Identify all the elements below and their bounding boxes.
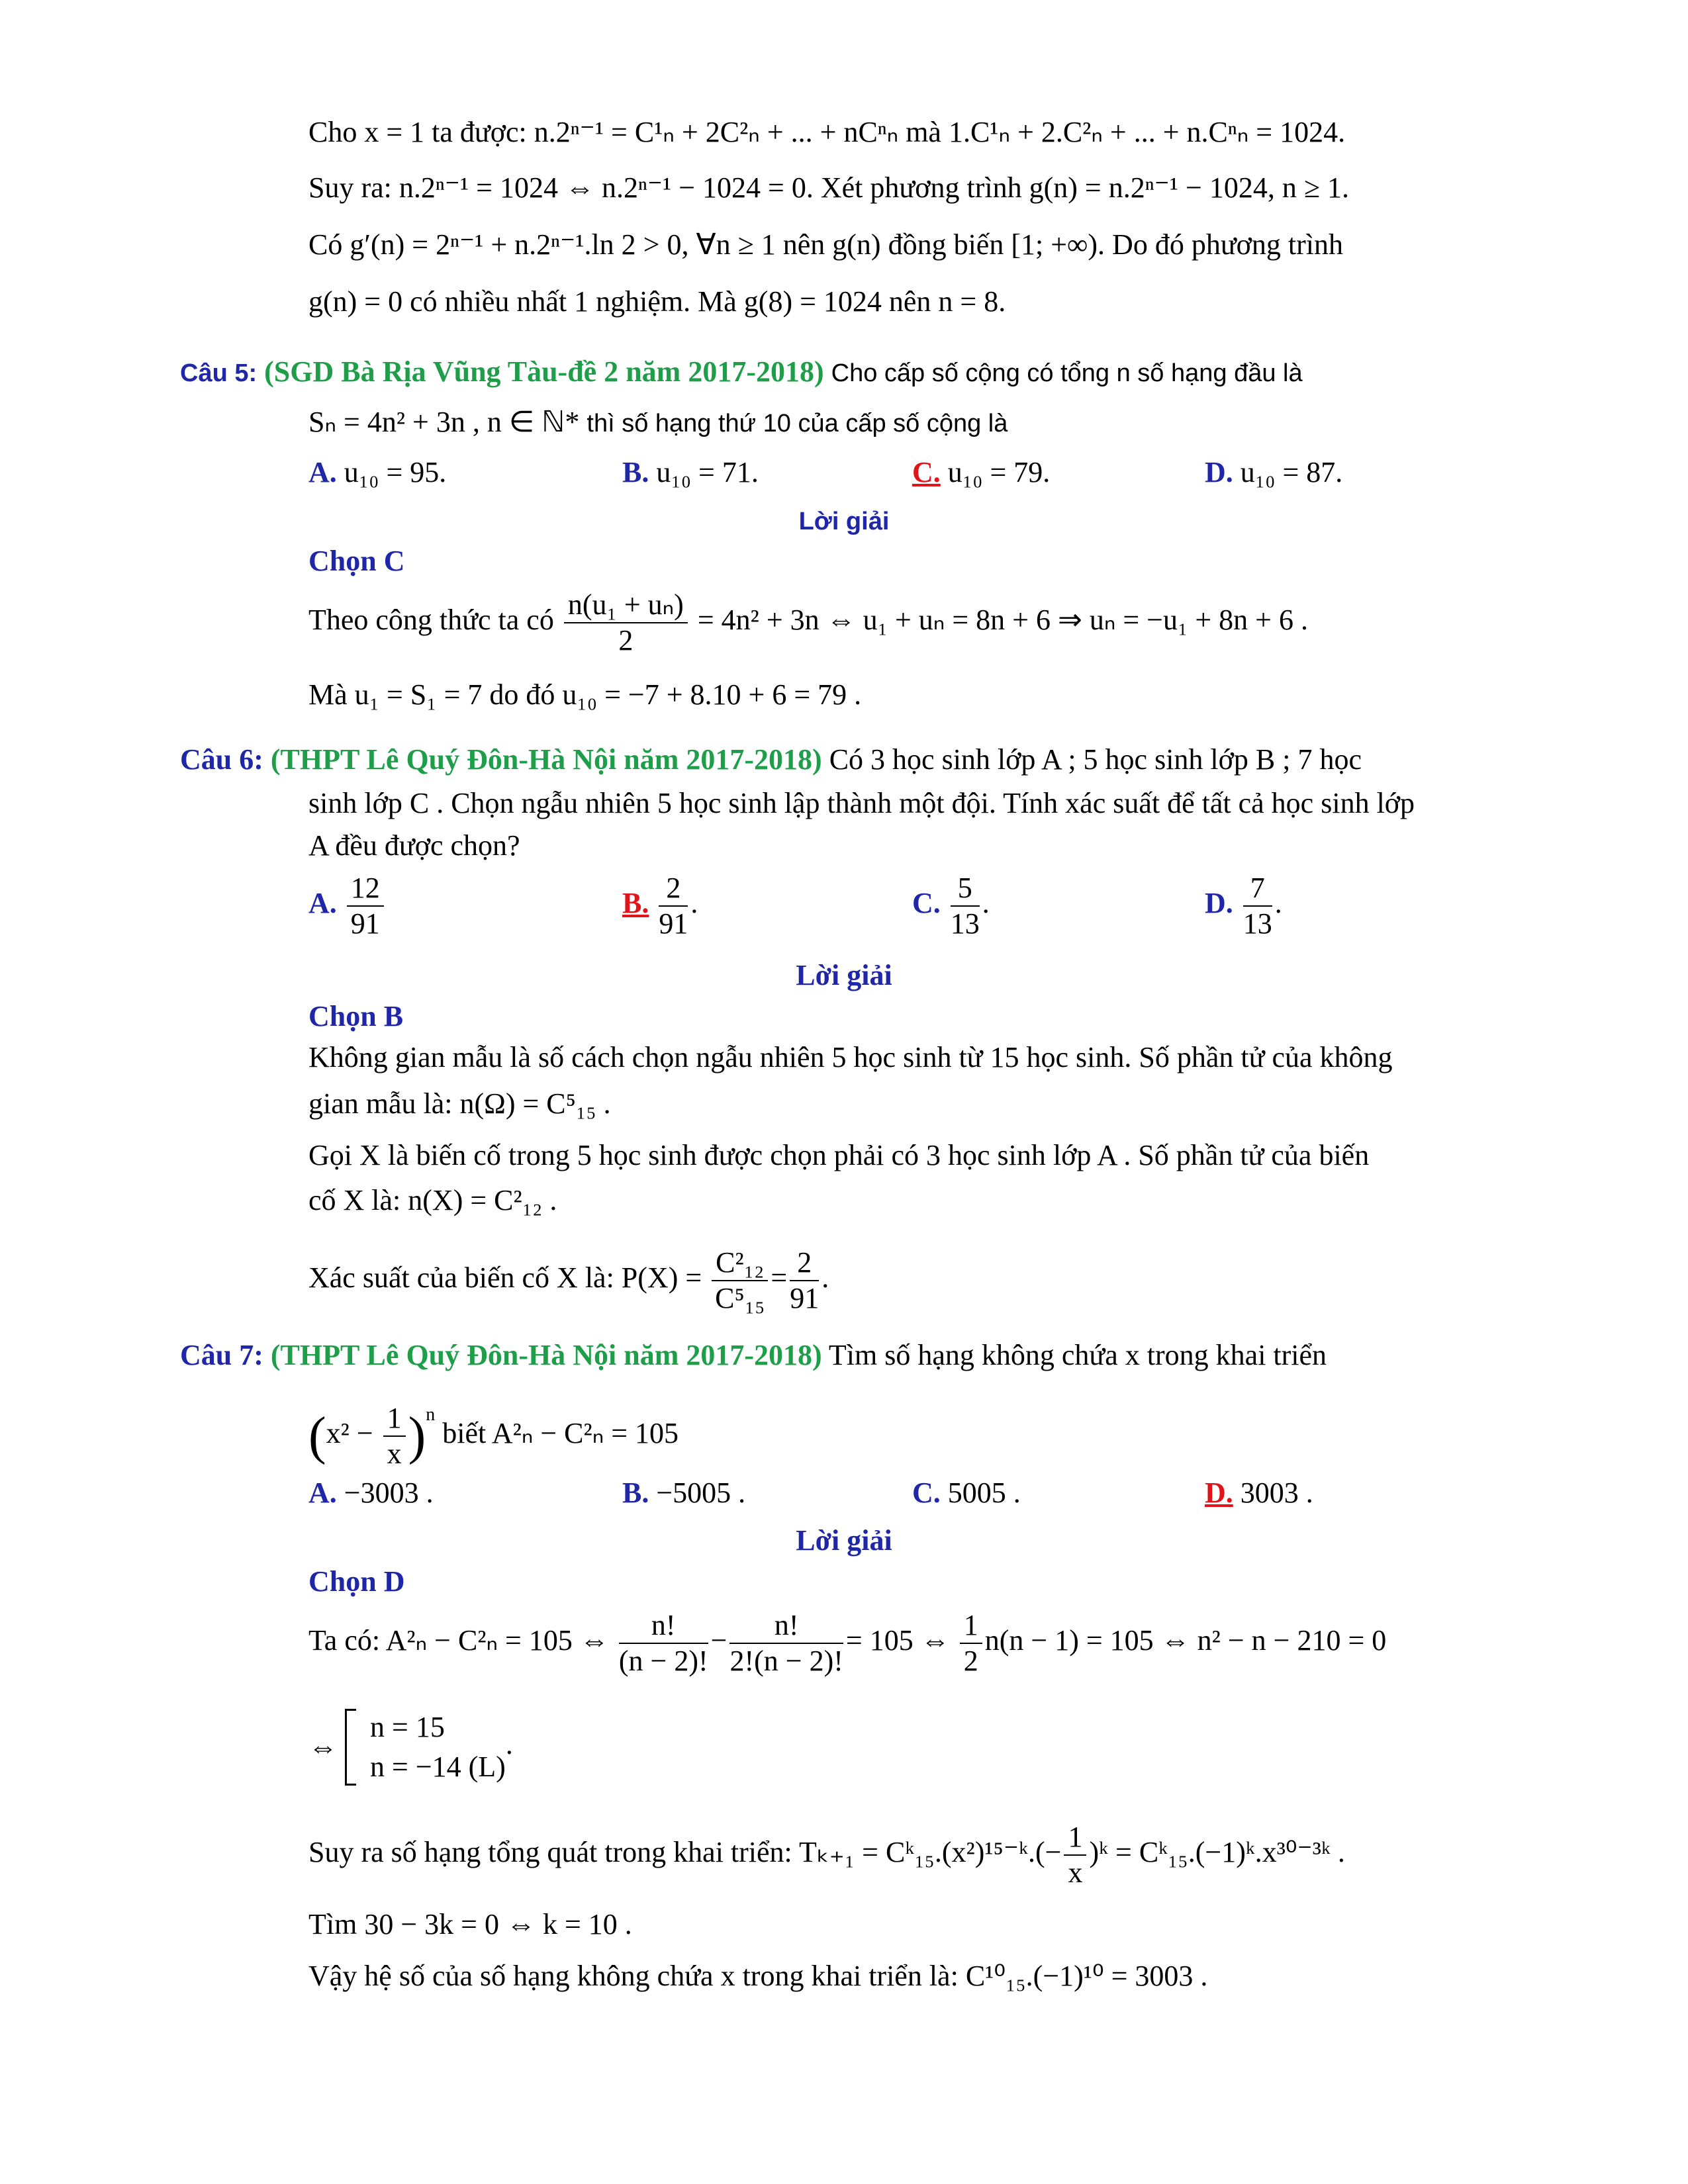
paren-right: ) xyxy=(408,1406,426,1465)
option-value: u₁₀ = 71. xyxy=(656,456,759,488)
prev-line-1: Cho x = 1 ta được: n.2ⁿ⁻¹ = C¹ₙ + 2C²ₙ + ... + nCⁿₙ mà 1.C¹ₙ + 2.C²ₙ + ... + n.Cⁿₙ = 1024. xyxy=(308,116,1346,148)
question-6-source: (THPT Lê Quý Đôn-Hà Nội năm 2017-2018) xyxy=(270,743,822,776)
fraction xyxy=(383,1401,406,1471)
denominator: 13 xyxy=(950,907,980,940)
option-letter: A. xyxy=(308,887,337,920)
text: x² − xyxy=(326,1417,373,1449)
numerator: 7 xyxy=(1243,871,1272,907)
option-value: u₁₀ = 87. xyxy=(1240,456,1343,488)
paren-left: ( xyxy=(308,1406,326,1465)
question-7-solution-line-5: Vậy hệ số của số hạng không chứa x trong khai triển là: C¹⁰₁₅.(−1)¹⁰ = 3003 . xyxy=(308,1960,1208,1992)
question-7-text-1: Tìm số hạng không chứa x trong khai triển xyxy=(828,1339,1327,1371)
option-letter: C. xyxy=(912,1477,941,1509)
question-5-option-a xyxy=(308,454,446,491)
option-value: 3003 . xyxy=(1240,1477,1313,1509)
question-7-header xyxy=(180,1337,1327,1374)
prev-line-2: Suy ra: n.2ⁿ⁻¹ = 1024 ⇔ n.2ⁿ⁻¹ − 1024 = 0. Xét phương trình g(n) = n.2ⁿ⁻¹ − 1024, n ≥ 1. xyxy=(308,171,1349,204)
text: = 4n² + 3n ⇔ u₁ + uₙ = 8n + 6 ⇒ uₙ = −u₁ + 8n + 6 . xyxy=(697,604,1308,637)
numerator: 1 xyxy=(383,1401,406,1437)
numerator: 2 xyxy=(659,871,688,907)
question-5-line-2 xyxy=(308,404,1008,442)
denominator: 91 xyxy=(659,907,688,940)
text: )ᵏ = Cᵏ₁₅.(−1)ᵏ.x³⁰⁻³ᵏ . xyxy=(1089,1836,1345,1869)
question-7-solution-title: Lời giải xyxy=(796,1524,892,1557)
question-7-cases: ⇔ n = 15 n = −14 (L) . xyxy=(308,1707,513,1787)
case-2: n = −14 (L) xyxy=(370,1751,506,1783)
denominator: 2!(n − 2)! xyxy=(729,1645,843,1677)
question-6-option-a xyxy=(308,871,387,941)
denominator: x xyxy=(1068,1856,1083,1889)
denominator: 91 xyxy=(790,1282,820,1314)
question-5-formula: Sₙ = 4n² + 3n , n ∈ ℕ* xyxy=(308,406,580,438)
bracket-icon xyxy=(345,1709,356,1786)
fraction xyxy=(347,871,384,941)
question-5-solution-title: Lời giải xyxy=(798,508,890,535)
fraction xyxy=(1243,871,1272,941)
question-5-solution-line-1 xyxy=(308,588,1308,658)
fraction xyxy=(619,1608,708,1678)
equivalence-icon: ⇔ xyxy=(308,1731,338,1763)
denominator: C⁵₁₅ xyxy=(715,1282,765,1314)
option-letter: C. xyxy=(912,887,941,920)
question-5-text-1: Cho cấp số cộng có tổng n số hạng đầu là xyxy=(831,359,1303,387)
question-5-text-2: thì số hạng thứ 10 của cấp số cộng là xyxy=(586,410,1008,437)
option-letter: B. xyxy=(622,1477,649,1509)
text: Ta có: A²ₙ − C²ₙ = 105 ⇔ xyxy=(308,1624,609,1657)
question-7-label: Câu 7: xyxy=(180,1339,263,1371)
option-value: 5005 . xyxy=(947,1477,1021,1509)
numerator: C²₁₂ xyxy=(712,1246,768,1281)
question-6-solution-title: Lời giải xyxy=(796,959,892,991)
option-letter: A. xyxy=(308,456,337,488)
question-6-solution-line-2: gian mẫu là: n(Ω) = C⁵₁₅ . xyxy=(308,1087,611,1120)
denominator: 2 xyxy=(963,1645,978,1677)
question-7-option-a xyxy=(308,1475,434,1512)
question-6-solution-line-1: Không gian mẫu là số cách chọn ngẫu nhiên 5 học sinh từ 15 học sinh. Số phần tử của không xyxy=(308,1041,1393,1073)
fraction xyxy=(1064,1820,1086,1890)
question-6-solution-line-3: Gọi X là biến cố trong 5 học sinh được chọn phải có 3 học sinh lớp A . Số phần tử của biến xyxy=(308,1139,1370,1171)
question-5-source: (SGD Bà Rịa Vũng Tàu-đề 2 năm 2017-2018) xyxy=(264,355,824,388)
question-6-solution-line-4: cố X là: n(X) = C²₁₂ . xyxy=(308,1184,557,1216)
question-7-solution-line-3 xyxy=(308,1820,1345,1890)
question-6-option-d xyxy=(1205,871,1282,941)
prev-line-3: Có g′(n) = 2ⁿ⁻¹ + n.2ⁿ⁻¹.ln 2 > 0, ∀n ≥ 1 nên g(n) đồng biến [1; +∞). Do đó phương trình xyxy=(308,228,1344,261)
text: Suy ra số hạng tổng quát trong khai triển: Tₖ₊₁ = Cᵏ₁₅.(x²)¹⁵⁻ᵏ.(− xyxy=(308,1836,1062,1869)
numerator: 2 xyxy=(790,1246,819,1281)
question-6-text-1: Có 3 học sinh lớp A ; 5 học sinh lớp B ; 7 học xyxy=(829,743,1362,776)
denominator: 2 xyxy=(618,624,633,657)
text: n(n − 1) = 105 ⇔ n² − n − 210 = 0 xyxy=(984,1624,1387,1657)
question-7-option-d xyxy=(1205,1475,1313,1512)
fraction xyxy=(790,1246,819,1316)
option-letter: D. xyxy=(1205,887,1233,920)
question-7-choice: Chọn D xyxy=(308,1565,405,1598)
denominator: (n − 2)! xyxy=(618,1645,708,1677)
option-tail: . xyxy=(1274,887,1282,920)
text: = 105 ⇔ xyxy=(845,1624,950,1657)
question-6-option-c xyxy=(912,871,990,941)
option-letter-correct: C. xyxy=(912,456,941,488)
option-value: u₁₀ = 79. xyxy=(947,456,1051,488)
numerator: 1 xyxy=(960,1608,982,1644)
option-tail: . xyxy=(982,887,990,920)
option-value: −5005 . xyxy=(656,1477,746,1509)
numerator: 12 xyxy=(347,871,384,907)
question-7-solution-line-4: Tìm 30 − 3k = 0 ⇔ k = 10 . xyxy=(308,1908,632,1940)
question-6-header xyxy=(180,741,1362,778)
question-5-label: Câu 5: xyxy=(180,359,258,387)
numerator: 5 xyxy=(951,871,980,907)
fraction xyxy=(712,1246,768,1316)
option-letter: B. xyxy=(622,456,649,488)
question-5-solution-line-2: Mà u₁ = S₁ = 7 do đó u₁₀ = −7 + 8.10 + 6 = 79 . xyxy=(308,678,862,711)
option-letter-correct: D. xyxy=(1205,1477,1233,1509)
option-tail: . xyxy=(690,887,698,920)
prev-line-4: g(n) = 0 có nhiều nhất 1 nghiệm. Mà g(8) = 1024 nên n = 8. xyxy=(308,285,1006,318)
case-stack xyxy=(370,1707,506,1787)
numerator: 1 xyxy=(1064,1820,1086,1856)
numerator: n! xyxy=(619,1608,708,1644)
fraction xyxy=(729,1608,843,1678)
fraction xyxy=(960,1608,982,1678)
text: Theo công thức ta có xyxy=(308,604,554,637)
question-6-option-b xyxy=(622,871,698,941)
question-7-solution-line-1: Ta có: A²ₙ − C²ₙ = 105 ⇔ $\frac{n!}{(n - 2)!}$ − $\frac{n!}{2!(n - 2)!}$ = 105 ⇔ $\frac{1}{2}$ n(n − 1) = 105 ⇔ n² − n − 210 = 0 xyxy=(308,1609,1387,1677)
option-letter: D. xyxy=(1205,456,1233,488)
option-letter-correct: B. xyxy=(622,887,649,920)
option-letter: A. xyxy=(308,1477,337,1509)
exponent: n xyxy=(426,1404,436,1425)
text: Xác suất của biến cố X là: P(X) = xyxy=(308,1261,702,1295)
fraction xyxy=(951,871,980,941)
case-1: n = 15 xyxy=(370,1711,445,1743)
option-value: −3003 . xyxy=(344,1477,434,1509)
question-6-text-3: A đều được chọn? xyxy=(308,829,520,862)
question-7-source: (THPT Lê Quý Đôn-Hà Nội năm 2017-2018) xyxy=(270,1339,822,1371)
option-value: u₁₀ = 95. xyxy=(344,456,447,488)
question-6-text-2: sinh lớp C . Chọn ngẫu nhiên 5 học sinh lập thành một đội. Tính xác suất để tất cả học sinh lớp xyxy=(308,787,1415,819)
fraction xyxy=(564,588,688,658)
denominator: x xyxy=(387,1437,402,1470)
question-6-solution-line-5: Xác suất của biến cố X là: P(X) = $\frac{\text{C²₁₂}}{\text{C⁵₁₅}}$ = $\frac{2}{91}$ . xyxy=(308,1246,829,1314)
question-6-choice: Chọn B xyxy=(308,1000,404,1032)
question-7-option-c xyxy=(912,1475,1021,1512)
question-5-option-d xyxy=(1205,454,1342,491)
text: biết A²ₙ − C²ₙ = 105 xyxy=(442,1417,679,1449)
question-7-expression xyxy=(308,1396,679,1471)
fraction xyxy=(659,871,688,941)
denominator: 13 xyxy=(1243,907,1272,940)
question-5-option-c xyxy=(912,454,1050,491)
question-7-option-b xyxy=(622,1475,745,1512)
question-5-header xyxy=(180,353,1303,392)
question-5-option-b xyxy=(622,454,759,491)
numerator: n(u₁ + uₙ) xyxy=(564,588,688,623)
numerator: n! xyxy=(729,1608,843,1644)
question-6-label: Câu 6: xyxy=(180,743,263,776)
question-5-choice: Chọn C xyxy=(308,545,405,577)
denominator: 91 xyxy=(350,907,380,940)
